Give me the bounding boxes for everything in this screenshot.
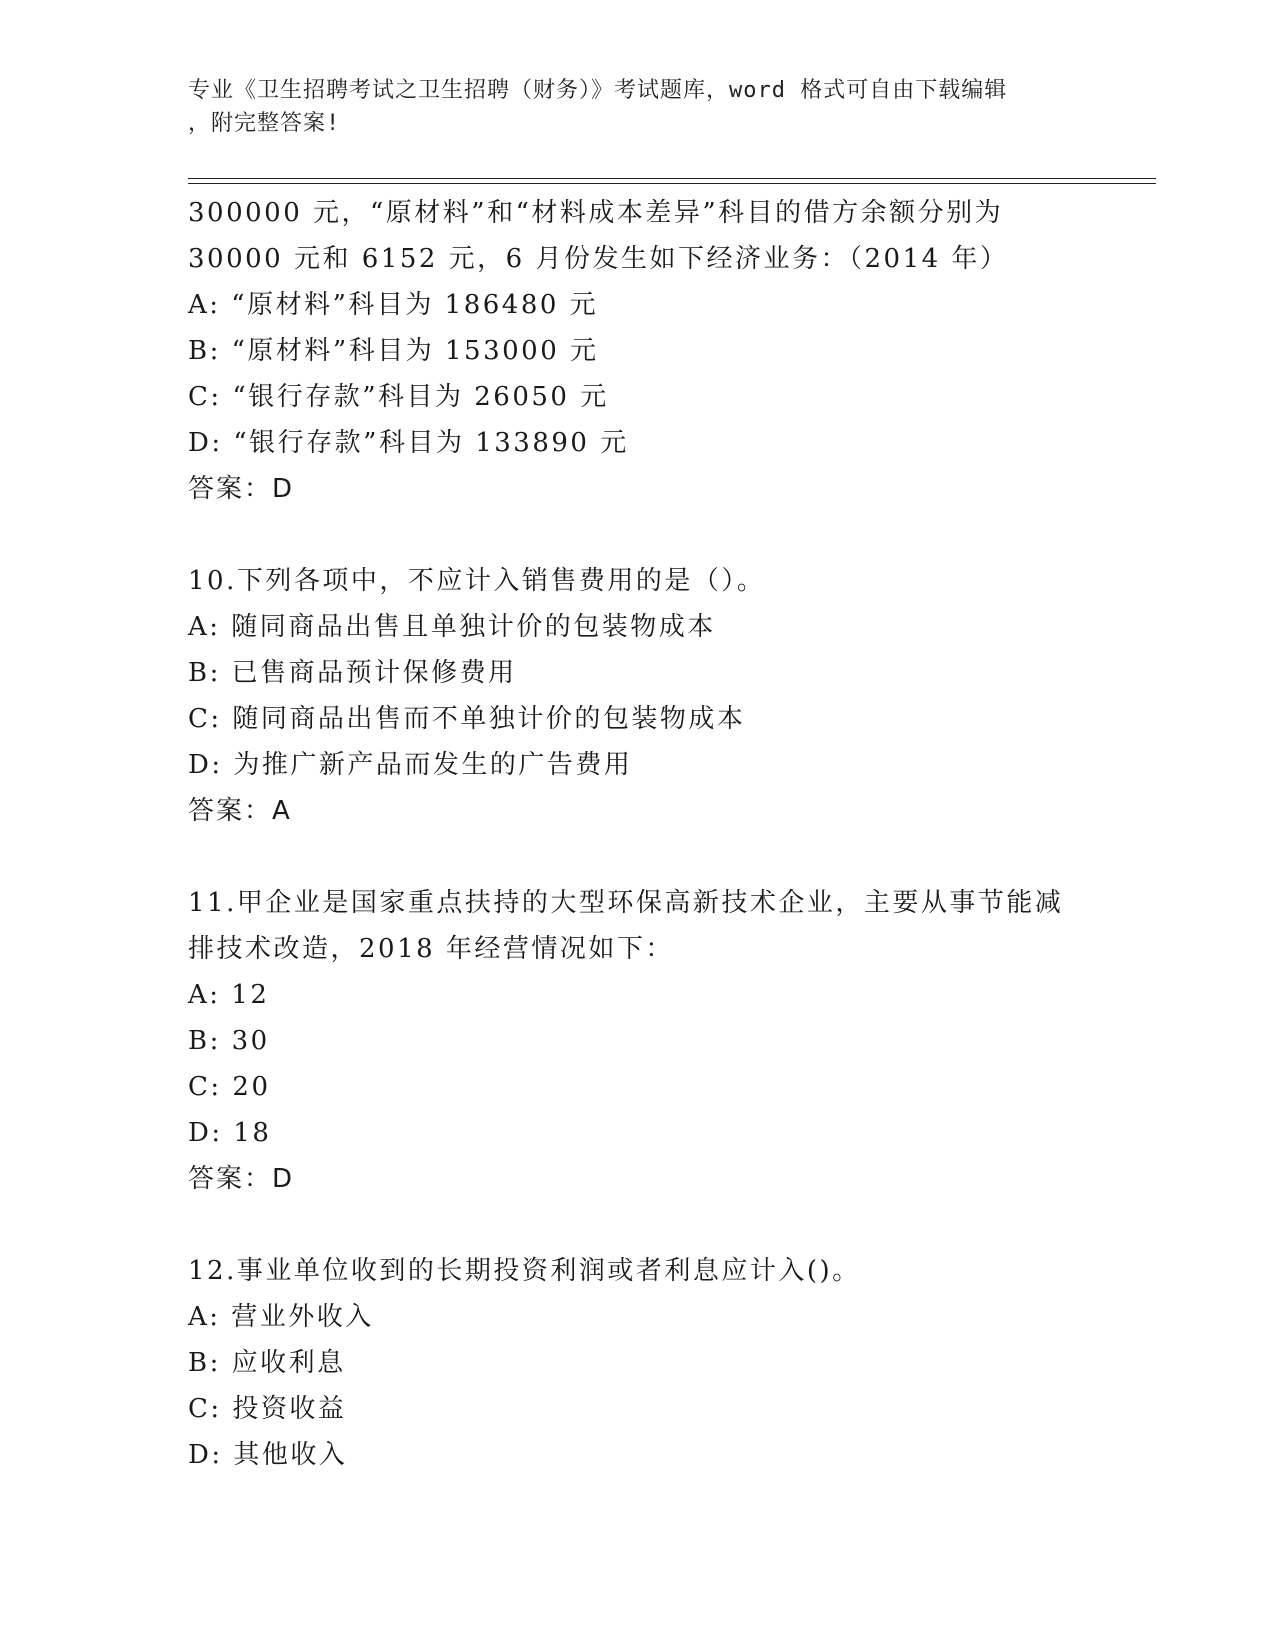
- question-10-option-d: D: 为推广新产品而发生的广告费用: [188, 750, 633, 780]
- document-header: [188, 74, 1088, 140]
- question-11-option-b: B: 30: [188, 1026, 270, 1056]
- question-12-option-c: C: 投资收益: [188, 1394, 347, 1424]
- question-9-stem-line-1: 300000 元，“原材料”和“材料成本差异”科目的借方余额分别为: [188, 198, 1004, 228]
- spacer: [188, 834, 1108, 880]
- question-11-answer: 答案：D: [188, 1164, 295, 1194]
- header-line-1: 专业《卫生招聘考试之卫生招聘（财务）》考试题库，word 格式可自由下载编辑: [188, 78, 1008, 103]
- spacer: [188, 512, 1108, 558]
- header-line-2: ，附完整答案!: [188, 111, 341, 136]
- question-10: [188, 558, 1108, 834]
- question-10-answer: 答案：A: [188, 796, 292, 826]
- question-9-stem-line-2: 30000 元和 6152 元，6 月份发生如下经济业务：（2014 年）: [188, 244, 1009, 274]
- question-9-option-d: D: “银行存款”科目为 133890 元: [188, 428, 629, 458]
- question-9: [188, 190, 1108, 512]
- question-list: [188, 190, 1108, 1478]
- question-11-stem-line-2: 排技术改造，2018 年经营情况如下：: [188, 934, 674, 964]
- question-9-option-a: A: “原材料”科目为 186480 元: [188, 290, 599, 320]
- question-9-answer: 答案：D: [188, 474, 295, 504]
- question-10-option-c: C: 随同商品出售而不单独计价的包装物成本: [188, 704, 746, 734]
- question-12-stem-line-1: 12.事业单位收到的长期投资利润或者利息应计入()。: [188, 1256, 861, 1286]
- question-11-option-c: C: 20: [188, 1072, 271, 1102]
- header-divider-top: [188, 178, 1156, 179]
- question-11-stem-line-1: 11.甲企业是国家重点扶持的大型环保高新技术企业，主要从事节能减: [188, 888, 1064, 918]
- question-10-stem-line-1: 10.下列各项中，不应计入销售费用的是（）。: [188, 566, 766, 596]
- question-12-option-a: A: 营业外收入: [188, 1302, 374, 1332]
- question-12-option-d: D: 其他收入: [188, 1440, 348, 1470]
- question-11-option-a: A: 12: [188, 980, 270, 1010]
- question-11: [188, 880, 1108, 1202]
- spacer: [188, 1202, 1108, 1248]
- question-9-option-c: C: “银行存款”科目为 26050 元: [188, 382, 609, 412]
- header-divider-bottom: [188, 183, 1156, 184]
- question-12: [188, 1248, 1108, 1478]
- question-9-option-b: B: “原材料”科目为 153000 元: [188, 336, 599, 366]
- question-11-option-d: D: 18: [188, 1118, 272, 1148]
- question-10-option-a: A: 随同商品出售且单独计价的包装物成本: [188, 612, 716, 642]
- question-12-option-b: B: 应收利息: [188, 1348, 346, 1378]
- question-10-option-b: B: 已售商品预计保修费用: [188, 658, 517, 688]
